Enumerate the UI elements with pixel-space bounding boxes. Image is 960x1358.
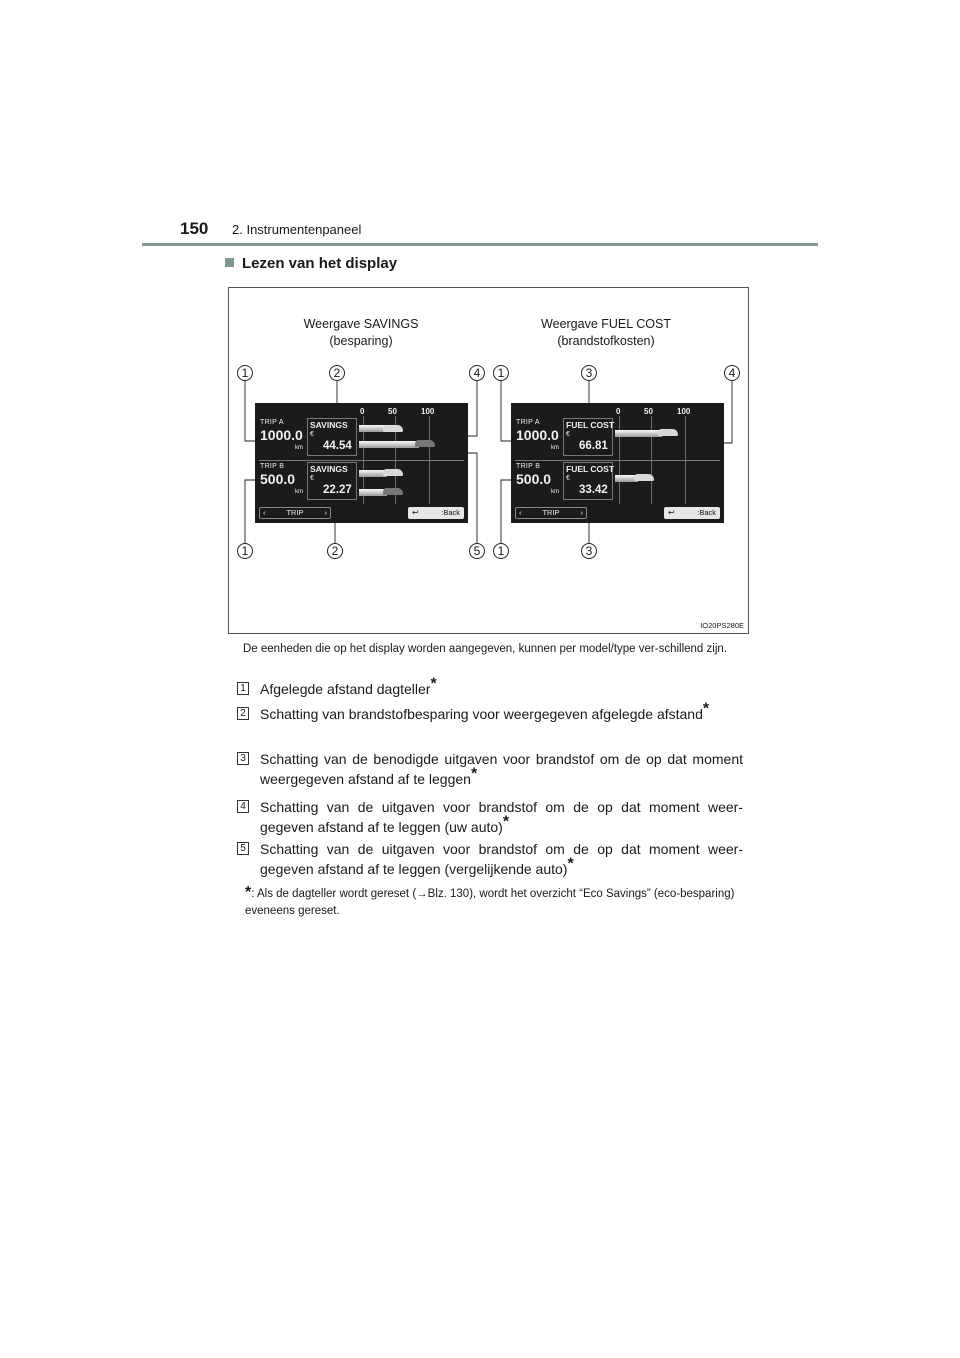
scale-50: 50 [388,407,397,416]
list-item [237,749,743,789]
chevron-right-icon: › [580,508,583,517]
fuel-cost-screen [511,403,724,523]
savings-caption-line1: Weergave SAVINGS [303,317,419,331]
list-item [237,675,743,699]
list-item [237,797,743,837]
callout-2: 2 [327,543,343,559]
item-number: 3 [237,752,249,765]
savings-amount-a: 44.54 [323,440,352,452]
comparison-car-icon [415,440,435,447]
savings-screen [255,403,468,523]
trip-a-label: TRIP A [260,419,284,426]
item-text: Afgelegde afstand dagteller [260,681,431,697]
callout-1: 1 [237,543,253,559]
callout-3: 3 [581,365,597,381]
fuel-cost-caption-line2: (brandstofkosten) [557,334,655,348]
trip-a-unit: km [295,445,303,451]
return-icon: ↩ [668,508,675,517]
chevron-left-icon: ‹ [519,508,522,517]
scale-50: 50 [644,407,653,416]
back-button[interactable] [408,507,464,519]
trip-nav-button[interactable] [259,507,331,519]
row-separator [515,460,720,461]
item-text: Schatting van de uitgaven voor brandstof om de op dat moment weer-gegeven afstand af te leggen (vergelijkende auto) [260,841,743,877]
item-number: 2 [237,707,249,720]
footnote-star: * [702,700,710,718]
page-number: 150 [180,219,209,238]
callout-5: 5 [469,543,485,559]
callout-1: 1 [237,365,253,381]
euro-sign: € [566,431,570,438]
trip-b-unit: km [551,489,559,495]
car-icon [634,474,654,481]
scale-0: 0 [616,407,621,416]
savings-label-a: SAVINGS [310,420,348,430]
car-icon [658,429,678,436]
euro-sign: € [310,475,314,482]
item-number: 1 [237,682,249,695]
car-icon [383,469,403,476]
item-number: 5 [237,842,249,855]
footnote-star: * [567,855,574,873]
fuel-cost-amount-a: 66.81 [579,440,608,452]
back-button[interactable] [664,507,720,519]
callout-3: 3 [581,543,597,559]
trip-nav-button[interactable] [515,507,587,519]
callout-1: 1 [493,365,509,381]
scale-100: 100 [421,407,435,416]
return-icon: ↩ [412,508,419,517]
trip-a-value: 1000.0 [260,427,303,443]
trip-a-unit: km [551,445,559,451]
fuel-cost-label-a: FUEL COST [566,420,615,430]
section-title [225,255,397,272]
euro-sign: € [310,431,314,438]
car-icon [383,425,403,432]
callout-4: 4 [724,365,740,381]
footnote-star: * [502,813,510,831]
item-text: Schatting van brandstofbesparing voor weergegeven afgelegde afstand [260,706,703,722]
trip-nav-label: TRIP [286,508,304,517]
callout-2: 2 [329,365,345,381]
callout-1: 1 [493,543,509,559]
display-figure [228,287,749,634]
list-item [237,839,743,879]
item-text: Schatting van de benodigde uitgaven voor brandstof om de op dat moment weergegeven afstand af te leggen [260,751,743,787]
footnote [245,884,743,920]
item-text: Schatting van de uitgaven voor brandstof om de op dat moment weer-gegeven afstand af te leggen (uw auto) [260,799,743,835]
trip-b-label: TRIP B [260,463,285,470]
fuel-cost-amount-b: 33.42 [579,484,608,496]
trip-nav-label: TRIP [542,508,560,517]
euro-sign: € [566,475,570,482]
trip-b-unit: km [295,489,303,495]
footnote-star: * [470,765,478,783]
list-item [237,700,743,724]
trip-a-label: TRIP A [516,419,540,426]
back-label: :Back [697,508,716,517]
footnote-text: : Als de dagteller wordt gereset (→Blz. 130), wordt het overzicht “Eco Savings” (eco-besparing) eveneens gereset. [245,888,735,917]
chevron-left-icon: ‹ [263,508,266,517]
header-rule [142,243,818,246]
fuel-cost-caption-line1: Weergave FUEL COST [541,317,671,331]
figure-code: IO20PS280E [700,621,744,630]
trip-b-value: 500.0 [516,471,552,487]
back-label: :Back [441,508,460,517]
trip-b-label: TRIP B [516,463,541,470]
footnote-star: * [430,675,437,693]
savings-amount-b: 22.27 [323,484,352,496]
square-bullet-icon [225,258,234,267]
comparison-bar-a [359,441,419,448]
fuel-cost-label-b: FUEL COST [566,464,615,474]
item-number: 4 [237,800,249,813]
trip-a-value: 1000.0 [516,427,559,443]
callout-4: 4 [469,365,485,381]
footnote-star: * [245,884,252,901]
scale-0: 0 [360,407,365,416]
chevron-right-icon: › [324,508,327,517]
scale-100: 100 [677,407,691,416]
trip-b-value: 500.0 [260,471,296,487]
chapter-title: 2. Instrumentenpaneel [232,222,362,237]
row-separator [259,460,464,461]
section-title-text: Lezen van het display [242,255,398,272]
fuel-cost-bar-a [615,430,662,437]
savings-label-b: SAVINGS [310,464,348,474]
comparison-car-icon [383,488,403,495]
units-note: De eenheden die op het display worden aangegeven, kunnen per model/type ver-schillend zijn. [243,643,727,655]
savings-caption-line2: (besparing) [329,334,393,348]
